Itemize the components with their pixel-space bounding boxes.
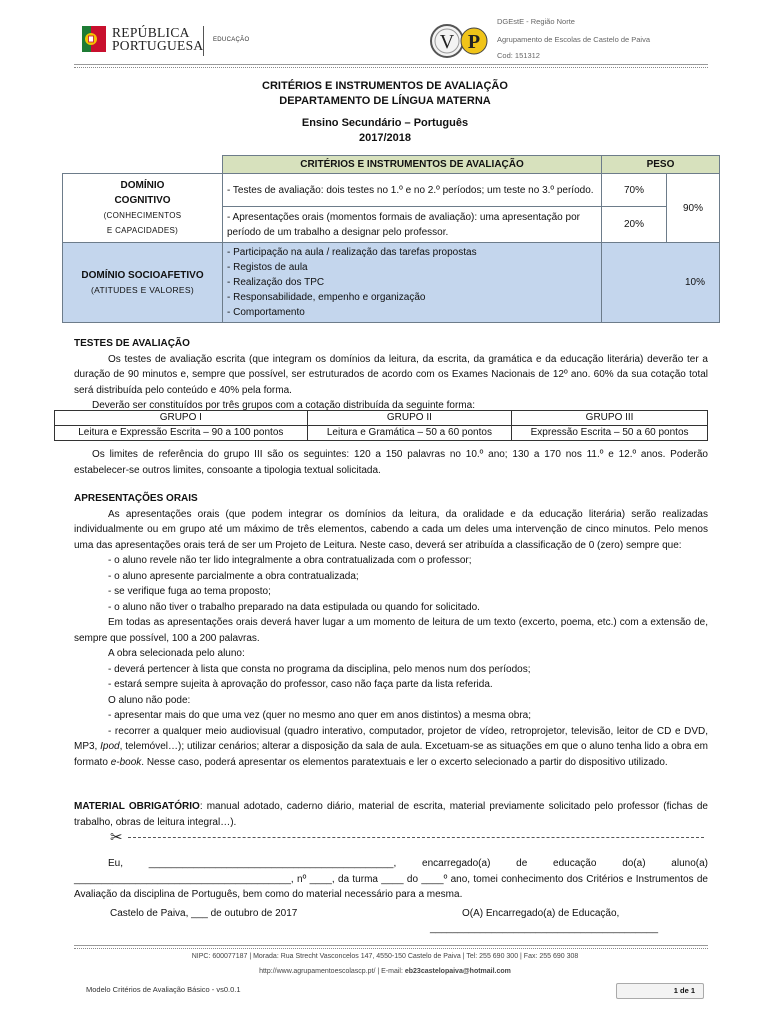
footer-email: eb23castelopaiva@hotmail.com — [404, 968, 511, 975]
cognitive-sub-line2: E CAPACIDADES) — [106, 226, 179, 235]
socio-items — [223, 243, 602, 323]
footer-rule-dotted — [74, 948, 708, 949]
list-item: - o aluno não tiver o trabalho preparado na data estipulada ou quando for solicitado. — [108, 601, 480, 613]
socio-domain-cell — [63, 243, 223, 323]
criteria-table — [62, 155, 720, 323]
page-number-box — [616, 983, 704, 999]
declaration-text: Eu, ____________________________________________, encarregado(a) de educação do(a) aluno(a) _______________________________________, nº ____, da turma ____ do ____º ano, tomei conhecimento dos Critérios e Instrumentos de Avaliação da disciplina de Português, bem como do material necessário para a mesma. — [74, 858, 708, 900]
title-line1: CRITÉRIOS E INSTRUMENTOS DE AVALIAÇÃO — [262, 80, 508, 92]
signature-line: _________________________________________ — [430, 923, 659, 934]
document-subtitle — [0, 116, 770, 145]
oral-paragraph-1: As apresentações orais (que podem integrar os domínios da leitura, da oralidade e da educação literária) serão realizadas individualmente ou em grupo até um máximo de três elementos, cabendo a cada um deles uma intervenção de cinco minutos. Pelo menos uma das apresentações orais terá de ser um Projeto de Leitura. Neste caso, deverá ser atribuída a classificação de 0 (zero) sempre que: — [74, 508, 708, 551]
text-run: , telemóvel…); utilizar cenários; alterar a disposição da sala de aula. Excetuam-se as situações em que o aluno tenha lido a obra em formato — [74, 741, 708, 768]
group-header: GRUPO I — [55, 411, 308, 426]
footer-rule — [74, 945, 708, 946]
header-rule-dotted — [74, 67, 708, 68]
model-version: Modelo Critérios de Avaliação Básico - vs0.0.1 — [86, 985, 241, 994]
tests-section — [74, 336, 708, 414]
cognitive-name-line2: COGNITIVO — [114, 195, 171, 206]
republic-line1: REPÚBLICA — [112, 25, 190, 40]
footer-contacts — [0, 968, 770, 975]
title-line3: Ensino Secundário – Português — [301, 117, 469, 129]
tests-limits — [74, 447, 708, 478]
list-item: - se verifique fuga ao tema proposto; — [108, 586, 271, 597]
list-item: - Realização dos TPC — [227, 277, 325, 288]
svg-text:P: P — [467, 31, 481, 53]
header-region: DGEstE - Região Norte — [497, 17, 575, 26]
material-label: MATERIAL OBRIGATÓRIO — [74, 801, 200, 812]
material-section — [74, 799, 708, 830]
footer-address: NIPC: 600077187 | Morada: Rua Strecht Vasconcelos 147, 4550-150 Castelo de Paiva | Tel: 255 690 300 | Fax: 255 690 308 — [191, 953, 579, 960]
tests-paragraph-2: Deverão ser constituídos por três grupos com a cotação distribuída da seguinte forma: — [92, 400, 475, 411]
scissors-icon: ✂ — [110, 829, 123, 846]
oral-cannot-2 — [74, 724, 708, 771]
list-item: - o aluno revele não ter lido integralmente a obra contratualizada com o professor; — [108, 555, 472, 566]
oral-paragraph-3: A obra selecionada pelo aluno: — [108, 648, 245, 659]
portugal-emblem-icon — [82, 26, 106, 52]
text-run-italic: Ipod — [100, 741, 120, 752]
table-corner — [63, 156, 223, 174]
cognitive-sub-line1: (CONHECIMENTOS — [103, 211, 182, 220]
republic-line2: PORTUGUESA — [112, 38, 204, 53]
guardian-label: O(A) Encarregado(a) de Educação, — [462, 908, 620, 919]
title-line2: DEPARTAMENTO DE LÍNGUA MATERNA — [279, 94, 491, 107]
header-divider — [203, 26, 204, 56]
text-run: . Nesse caso, poderá apresentar os elementos paratextuais e ler o excerto selecionado a partir do dispositivo utilizado. — [141, 756, 668, 768]
svg-text:V: V — [439, 31, 455, 53]
group-header: GRUPO III — [512, 411, 708, 426]
list-item: - o aluno apresente parcialmente a obra contratualizada; — [108, 570, 359, 582]
cognitive-item-tests: - Testes de avaliação: dois testes no 1.º e no 2.º períodos; um teste no 3.º período. — [223, 174, 602, 207]
weight-header: PESO — [602, 156, 720, 174]
oral-paragraph-4: O aluno não pode: — [108, 694, 191, 706]
footer-website: http://www.agrupamentoescolascp.pt/ | E-mail: — [259, 968, 405, 975]
socio-sub: (ATITUDES E VALORES) — [91, 284, 194, 295]
material-text: : manual adotado, caderno diário, material de escrita, material previamente solicitado pelo professor (fichas de trabalho, obras de leitura integral…). — [74, 801, 708, 828]
cognitive-domain-cell — [63, 174, 223, 243]
group-value: Leitura e Gramática – 50 a 60 pontos — [307, 426, 512, 441]
oral-section — [74, 491, 708, 770]
socio-name: DOMÍNIO SOCIOAFETIVO — [81, 269, 204, 281]
ministry-label: EDUCAÇÃO — [213, 37, 250, 43]
republica-portuguesa-logo — [82, 22, 208, 56]
groups-table — [54, 410, 708, 441]
oral-heading: APRESENTAÇÕES ORAIS — [74, 493, 198, 504]
group-value: Leitura e Expressão Escrita – 90 a 100 pontos — [55, 426, 308, 441]
document-title — [0, 79, 770, 108]
republic-name — [112, 26, 203, 52]
tests-heading: TESTES DE AVALIAÇÃO — [74, 338, 190, 349]
place-date: Castelo de Paiva, ___ de outubro de 2017 — [110, 908, 298, 919]
page-number: 1 de 1 — [673, 986, 695, 995]
list-item: - deverá pertencer à lista que consta no programa da disciplina, pelo menos num dos períodos; — [108, 663, 531, 675]
cut-line — [128, 837, 704, 838]
group-value: Expressão Escrita – 50 a 60 pontos — [512, 426, 708, 441]
tests-weight: 70% — [602, 174, 667, 207]
header-code: Cod: 151312 — [497, 51, 540, 60]
text-run-italic: e-book — [110, 756, 142, 768]
header-rule — [74, 64, 708, 65]
list-item: - Participação na aula / realização das tarefas propostas — [227, 247, 477, 258]
school-logo-icon — [428, 22, 492, 60]
group-header: GRUPO II — [307, 411, 512, 426]
material-paragraph — [74, 799, 708, 830]
tests-paragraph-1: Os testes de avaliação escrita (que integram os domínios da leitura, da escrita, da gramática e da educação literária) deverão ter a duração de 90 minutos e, sempre que possível, ser estruturados de acordo com os Exames Nacionais de 12º ano. 60% da sua cotação total será distribuída pelo conteúdo e 40% pela forma. — [74, 353, 708, 396]
list-item: - apresentar mais do que uma vez (quer no mesmo ano quer em anos distintos) a mesma obra; — [108, 710, 531, 721]
list-item: - Comportamento — [227, 307, 305, 318]
oral-weight: 20% — [602, 207, 667, 243]
tests-paragraph-3: Os limites de referência do grupo III são os seguintes: 120 a 150 palavras no 10.º ano; 130 a 170 nos 11.º e 12.º anos. Poderão estabelecer-se outros limites, consoante a tipologia textual solicitada. — [74, 449, 708, 476]
list-item: - Registos de aula — [227, 262, 308, 273]
text-run: - recorrer a qualquer meio audiovisual (quadro interativo, computador, projetor de vídeo, retroprojetor, televisão, leitor de CD e DVD, MP3, — [74, 725, 708, 752]
declaration — [74, 856, 708, 903]
cognitive-name-line1: DOMÍNIO — [120, 180, 165, 191]
title-line4: 2017/2018 — [359, 131, 411, 144]
cognitive-item-oral: - Apresentações orais (momentos formais de avaliação): uma apresentação por período de um trabalho a designar pelo professor. — [223, 207, 602, 243]
criteria-header: CRITÉRIOS E INSTRUMENTOS DE AVALIAÇÃO — [223, 156, 602, 174]
header-school: Agrupamento de Escolas de Castelo de Paiva — [497, 35, 651, 44]
socio-weight: 10% — [602, 243, 720, 323]
list-item: - estará sempre sujeita à aprovação do professor, caso não faça parte da lista referida. — [108, 679, 493, 690]
oral-paragraph-2: Em todas as apresentações orais deverá haver lugar a um momento de leitura de um texto (excerto, poema, etc.) com a extensão de, sempre que possível, 100 a 200 palavras. — [74, 617, 708, 644]
cognitive-total-weight: 90% — [667, 174, 720, 243]
list-item: - Responsabilidade, empenho e organização — [227, 292, 426, 303]
